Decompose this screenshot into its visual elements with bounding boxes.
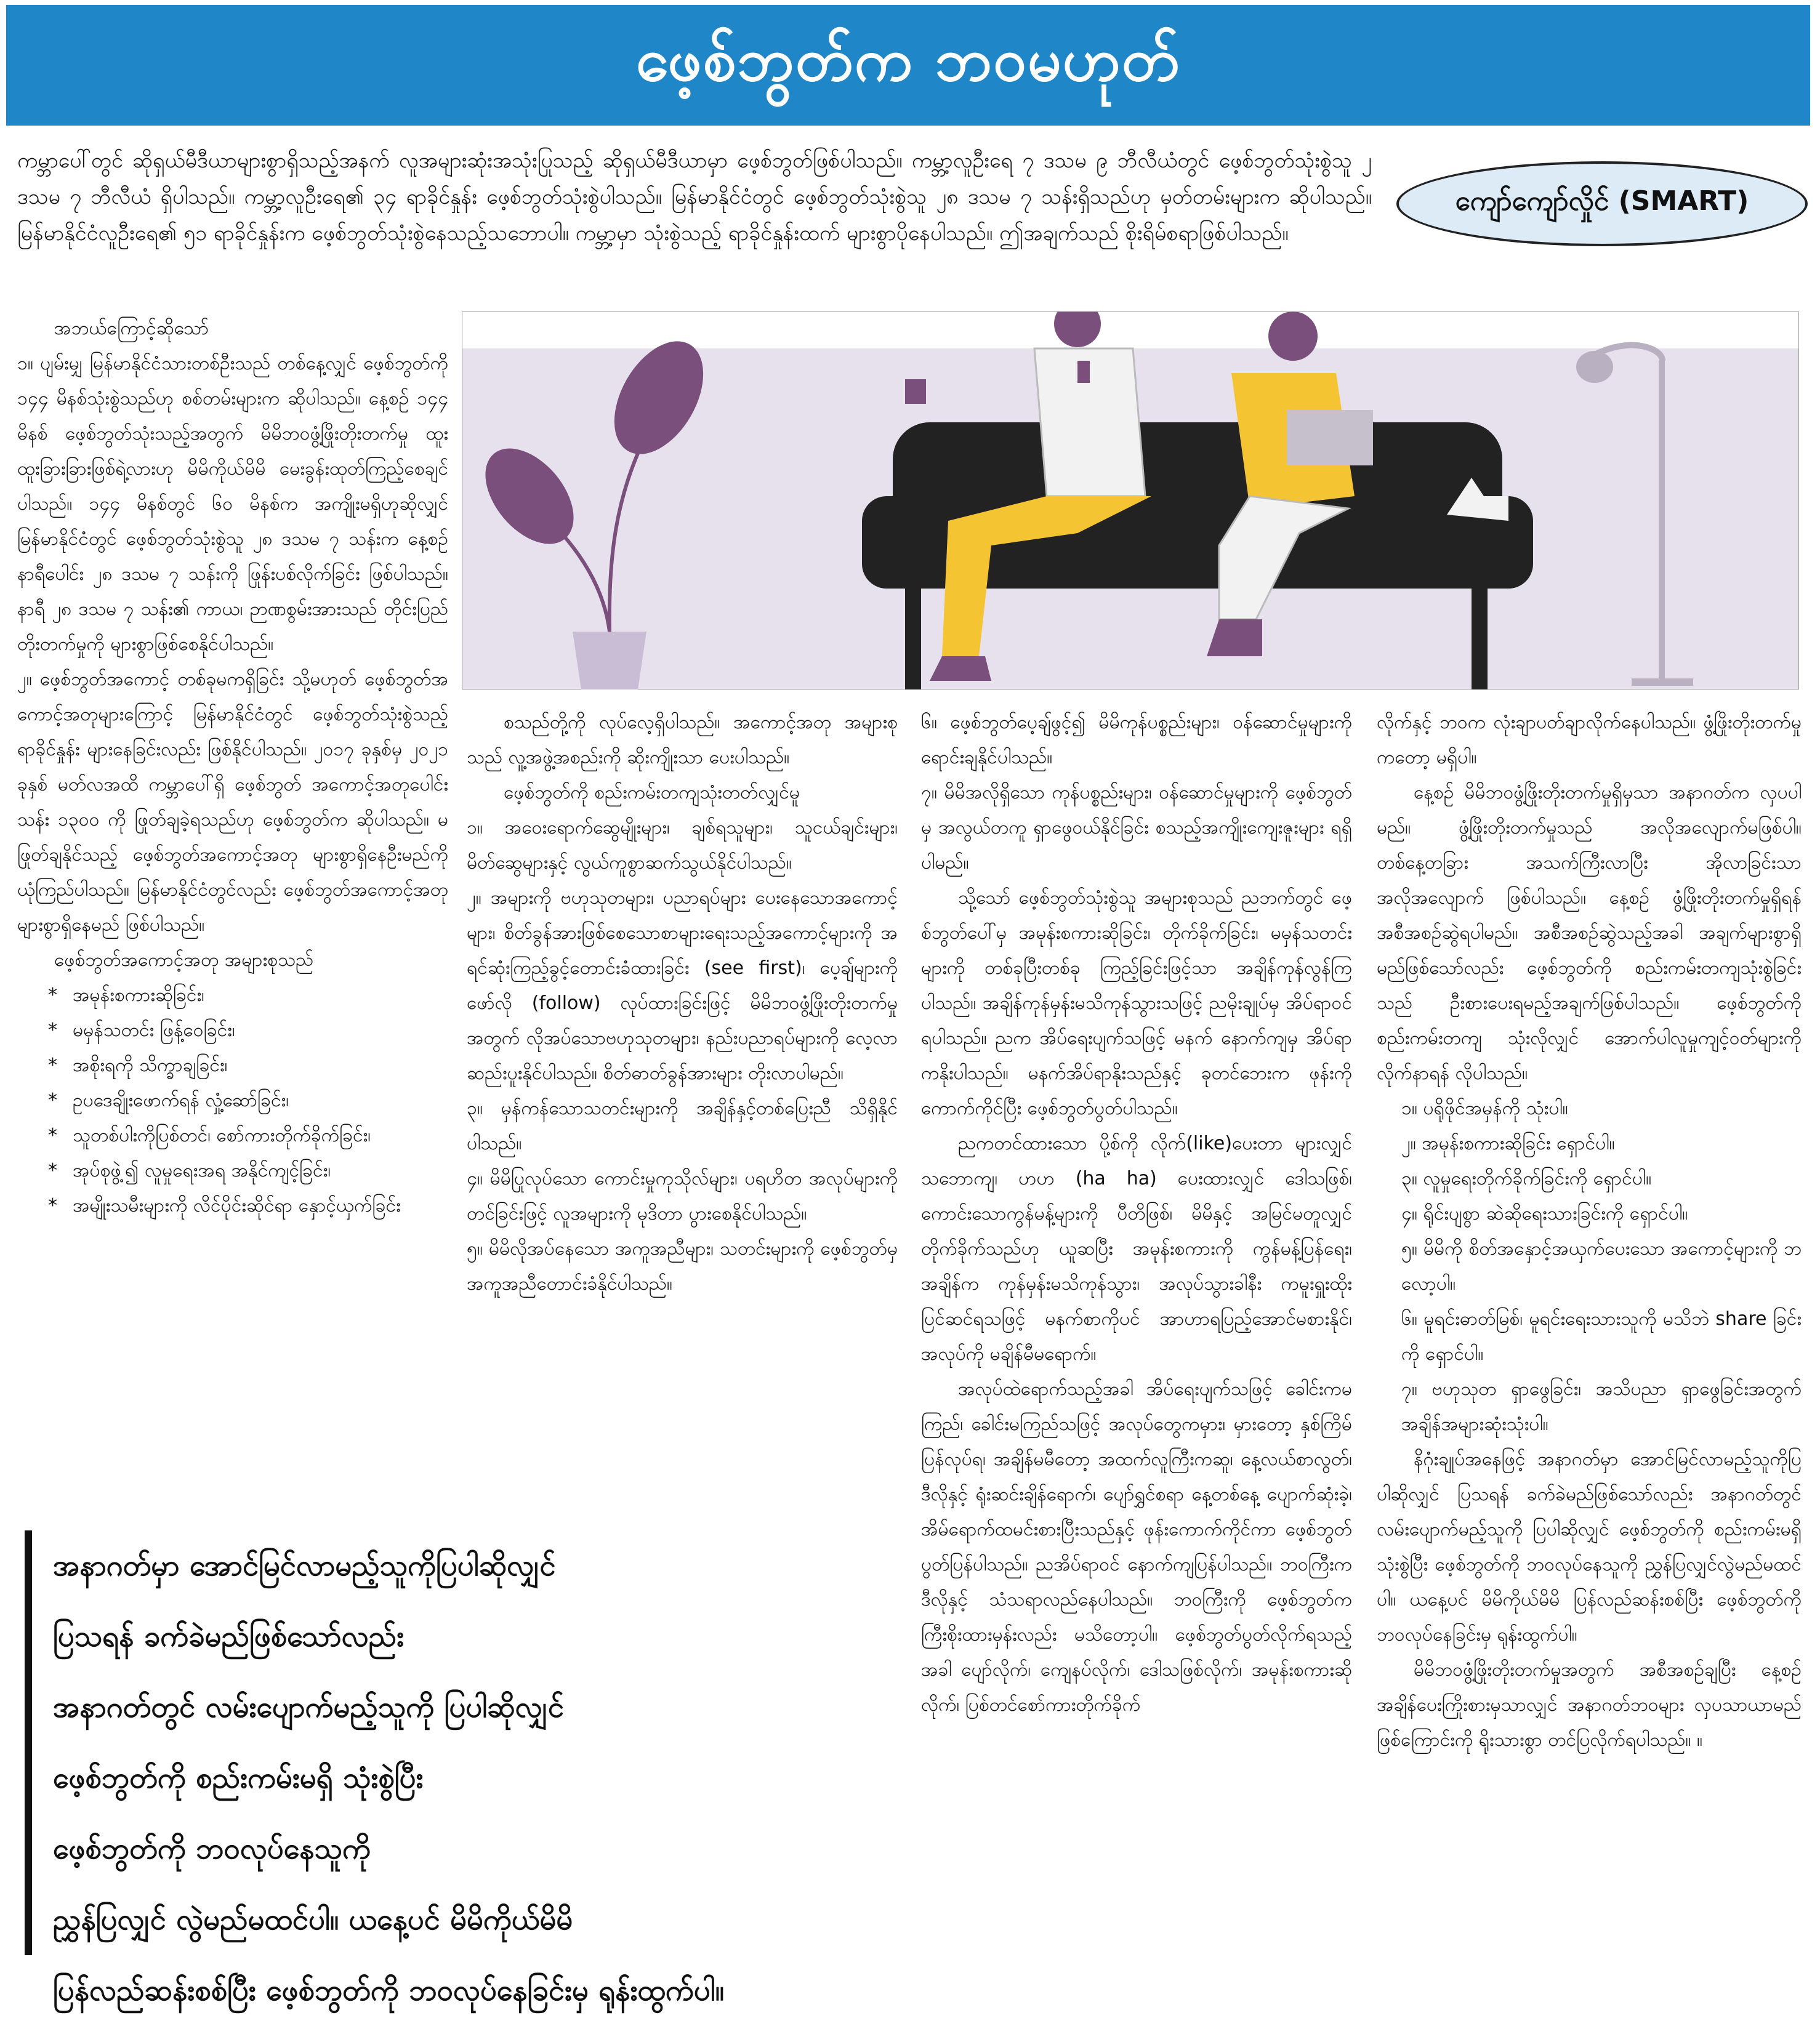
paragraph: နိဂုံးချုပ်အနေဖြင့် အနာဂတ်မှာ အောင်မြင်လာမည့်သူကိုပြပါဆိုလျှင် ပြသရန် ခက်ခဲမည်ဖြစ်သော်လည်း အနာဂတ်တွင် လမ်းပျောက်မည့်သူကို ပြပါဆိုလျှင် ဖေ့စ်ဘွတ်ကို စည်းကမ်းမရှိ သုံးစွဲပြီး ဖေ့စ်ဘွတ်ကို ဘဝလုပ်နေသူကို ညွှန်ပြလျှင်လွဲမည်မထင်ပါ။ ယနေ့ပင် မိမိကိုယ်မိမိ ပြန်လည်ဆန်းစစ်ပြီး ဖေ့စ်ဘွတ်ကို ဘဝလုပ်နေခြင်းမှ ရုန်းထွက်ပါ။ xyxy=(1377,1449,1802,1646)
column-4 xyxy=(1377,705,1802,1758)
list-item: * ဥပဒေချိုးဖောက်ရန် လှုံ့ဆော်ခြင်း၊ xyxy=(73,1083,448,1118)
paragraph: ၄။ မိမိပြုလုပ်သော ကောင်းမှုကုသိုလ်များ၊ ပရဟိတ အလုပ်များကို တင်ခြင်းဖြင့် လူအများကို မုဒိတာ ပွားစေနိုင်ပါသည်။ xyxy=(467,1168,898,1224)
pull-quote-line: အနာဂတ်တွင် လမ်းပျောက်မည့်သူကို ပြပါဆိုလျှင် xyxy=(53,1690,565,1724)
paragraph: နေ့စဉ် မိမိဘဝဖွံ့ဖြိုးတိုးတက်မှုရှိမှသာ အနာဂတ်က လှပပါမည်။ ဖွံ့ဖြိုးတိုးတက်မှုသည် အလိုအလျောက်မဖြစ်ပါ။ တစ်နေ့တခြား အသက်ကြီးလာပြီး အိုလာခြင်းသာ အလိုအလျောက် ဖြစ်ပါသည်။ နေ့စဉ် ဖွံ့ဖြိုးတိုးတက်မှုရှိရန် အစီအစဉ်ဆွဲရပါမည်။ အစီအစဉ်ဆွဲသည့်အခါ အချက်များစွာရှိမည်ဖြစ်သော်လည်း ဖေ့စ်ဘွတ်ကို စည်းကမ်းတကျသုံးစွဲခြင်းသည် ဦးစားပေးရမည့်အချက်ဖြစ်ပါသည်။ ဖေ့စ်ဘွတ်ကို စည်းကမ်းတကျ သုံးလိုလျှင် အောက်ပါလူမှုကျင့်ဝတ်များကို လိုက်နာရန် လိုပါသည်။ xyxy=(1377,782,1802,1084)
paragraph: လိုက်နှင့် ဘဝက လုံးချာပတ်ချာလိုက်နေပါသည်။ ဖွံ့ဖြိုးတိုးတက်မှုကတော့ မရှိပါ။ xyxy=(1377,712,1802,768)
pull-quote-line: ပြန်လည်ဆန်းစစ်ပြီး ဖေ့စ်ဘွတ်ကို ဘဝလုပ်နေခြင်းမှ ရုန်းထွက်ပါ။ xyxy=(53,1974,725,2008)
pull-quote xyxy=(25,1530,887,2008)
rule-item: ၃။ လူမှုရေးတိုက်ခိုက်ခြင်းကို ရှောင်ပါ။ xyxy=(1401,1168,1652,1189)
pull-quote-line: ပြသရန် ခက်ခဲမည်ဖြစ်သော်လည်း xyxy=(53,1620,405,1654)
list-item: * မမှန်သတင်း ဖြန့်ဝေခြင်း၊ xyxy=(73,1013,448,1048)
coffee-cup-icon xyxy=(905,379,926,404)
column-2 xyxy=(467,705,898,1301)
paragraph: အဘယ်ကြောင့်ဆိုသော် xyxy=(54,318,209,339)
paragraph: စသည်တို့ကို လုပ်လေ့ရှိပါသည်။ အကောင့်အတု အများစုသည် လူ့အဖွဲ့အစည်းကို ဆိုးကျိုးသာ ပေးပါသည်။ xyxy=(467,712,898,768)
article-title-banner xyxy=(6,5,1810,126)
pull-quote-line: အနာဂတ်မှာ အောင်မြင်လာမည့်သူကိုပြပါဆိုလျှင် xyxy=(53,1549,556,1583)
paragraph: ၃။ မှန်ကန်သောသတင်းများကို အချိန်နှင့်တစ်ပြေးညီ သိရှိနိုင်ပါသည်။ xyxy=(467,1098,898,1154)
pull-quote-line: ဖေ့စ်ဘွတ်ကို စည်းကမ်းမရှိ သုံးစွဲပြီး xyxy=(53,1761,424,1795)
paragraph: ၁။ ပျမ်းမျှ မြန်မာနိုင်ငံသားတစ်ဦးသည် တစ်နေ့လျှင် ဖေ့စ်ဘွတ်ကို ၁၄၄ မိနစ်သုံးစွဲသည်ဟု စစ်တမ်းများက ဆိုပါသည်။ နေ့စဉ် ၁၄၄ မိနစ် ဖေ့စ်ဘွတ်သုံးသည့်အတွက် မိမိဘဝဖွံ့ဖြိုးတိုးတက်မှု ထူးထူးခြားခြားဖြစ်ရဲ့လားဟု မိမိကိုယ်မိမိ မေးခွန်းထုတ်ကြည့်စေချင်ပါသည်။ ၁၄၄ မိနစ်တွင် ၆၀ မိနစ်က အကျိုးမရှိဟုဆိုလျှင် မြန်မာနိုင်ငံတွင် ဖေ့စ်ဘွတ်သုံးစွဲသူ ၂၈ ဒသမ ၇ သန်းက နေ့စဉ် နာရီပေါင်း ၂၈ ဒသမ ၇ သန်းကို ဖြုန်းပစ်လိုက်ခြင်း ဖြစ်ပါသည်။ နာရီ ၂၈ ဒသမ ၇ သန်း၏ ကာယ၊ ဉာဏစွမ်းအားသည် တိုင်းပြည်တိုးတက်မှုကို များစွာဖြစ်စေနိုင်ပါသည်။ xyxy=(17,353,448,655)
rule-item: ၇။ ဗဟုသုတ ရှာဖွေခြင်း၊ အသိပညာ ရှာဖွေခြင်းအတွက် အချိန်အများဆုံးသုံးပါ။ xyxy=(1401,1378,1802,1435)
pull-quote-line: ဖေ့စ်ဘွတ်ကို ဘဝလုပ်နေသူကို xyxy=(53,1832,371,1866)
list-item: * အမုန်းစကားဆိုခြင်း၊ xyxy=(73,978,448,1013)
paragraph: ညကတင်ထားသော ပို့စ်ကို လိုက်(like)ပေးတာ များလျှင် သဘောကျ၊ ဟဟ (ha ha) ပေးထားလျှင် ဒေါသဖြစ်၊ ကောင်းသောကွန်မန့်များကို ပီတိဖြစ်၊ မိမိနှင့် အမြင်မတူလျှင် တိုက်ခိုက်သည်ဟု ယူဆပြီး အမုန်းစကားကို ကွန်မန့်ပြန်ရေး၊ အချိန်က ကုန်မှန်းမသိကုန်သွား၊ အလုပ်သွားခါနီး ကမူးရှူးထိုး ပြင်ဆင်ရသဖြင့် မနက်စာကိုပင် အာဟာရပြည့်အောင်မစားနိုင်၊ အလုပ်ကို မချိန်မီမရောက်။ xyxy=(921,1133,1352,1365)
pull-quote-line: ညွှန်ပြလျှင် လွဲမည်မထင်ပါ။ ယနေ့ပင် မိမိကိုယ်မိမိ xyxy=(53,1903,573,1937)
paragraph: ဖေ့စ်ဘွတ်အကောင့်အတု အများစုသည် xyxy=(54,949,314,971)
paragraph: ၇။ မိမိအလိုရှိသော ကုန်ပစ္စည်းများ၊ ဝန်ဆောင်မှုများကို ဖေ့စ်ဘွတ်မှ အလွယ်တကူ ရှာဖွေဝယ်နိုင်ခြင်း စသည့်အကျိုးကျေးဇူးများ ရရှိပါမည်။ xyxy=(921,782,1352,874)
author-name: ကျော်ကျော်လှိုင် (SMART) xyxy=(1455,185,1749,217)
paragraph: ၂။ ဖေ့စ်ဘွတ်အကောင့် တစ်ခုမကရှိခြင်း သို့မဟုတ် ဖေ့စ်ဘွတ်အကောင့်အတုများကြောင့် မြန်မာနိုင်ငံတွင် ဖေ့စ်ဘွတ်သုံးစွဲသည့် ရာခိုင်နှုန်း များနေခြင်းလည်း ဖြစ်နိုင်ပါသည်။ ၂၀၁၇ ခုနှစ်မှ ၂၀၂၁ ခုနှစ် မတ်လအထိ ကမ္ဘာပေါ်ရှိ ဖေ့စ်ဘွတ် အကောင့်အတုပေါင်း သန်း ၁၃၀၀ ကို ဖြုတ်ချခဲ့ရသည်ဟု ဖေ့စ်ဘွတ်က ဆိုပါသည်။ မဖြုတ်ချနိုင်သည့် ဖေ့စ်ဘွတ်အကောင့်အတု များစွာရှိနေဦးမည်ကို ယုံကြည်ပါသည်။ မြန်မာနိုင်ငံတွင်လည်း ဖေ့စ်ဘွတ်အကောင့်အတုများစွာရှိနေမည် ဖြစ်ပါသည်။ xyxy=(17,669,448,936)
rule-item: ၂။ အမုန်းစကားဆိုခြင်း ရှောင်ပါ။ xyxy=(1401,1133,1615,1154)
paragraph: ဖေ့စ်ဘွတ်ကို စည်းကမ်းတကျသုံးတတ်လျှင်မူ xyxy=(504,782,800,803)
list-item: * သူတစ်ပါးကိုပြစ်တင်၊ စော်ကားတိုက်ခိုက်ခြင်း၊ xyxy=(73,1118,448,1153)
fake-account-list xyxy=(17,978,448,1223)
author-byline xyxy=(1396,161,1808,246)
column-3 xyxy=(921,705,1352,1723)
intro-paragraph: ကမ္ဘာပေါ်တွင် ဆိုရှယ်မီဒီယာများစွာရှိသည့်အနက် လူအများဆုံးအသုံးပြုသည့် ဆိုရှယ်မီဒီယာမှာ ဖေ့စ်ဘွတ်ဖြစ်ပါသည်။ ကမ္ဘာ့လူဦးရေ ၇ ဒသမ ၉ ဘီလီယံတွင် ဖေ့စ်ဘွတ်သုံးစွဲသူ ၂ ဒသမ ၇ ဘီလီယံ ရှိပါသည်။ ကမ္ဘာ့လူဦးရေ၏ ၃၄ ရာခိုင်နှုန်း ဖေ့စ်ဘွတ်သုံးစွဲပါသည်။ မြန်မာနိုင်ငံတွင် ဖေ့စ်ဘွတ်သုံးစွဲသူ ၂၈ ဒသမ ၇ သန်းရှိသည်ဟု မှတ်တမ်းများက ဆိုပါသည်။ မြန်မာနိုင်ငံလူဦးရေ၏ ၅၁ ရာခိုင်နှုန်းက ဖေ့စ်ဘွတ်သုံးစွဲနေသည့်သဘောပါ။ ကမ္ဘာ့မှာ သုံးစွဲသည့် ရာခိုင်နှုန်းထက် များစွာပိုနေပါသည်။ ဤအချက်သည် စိုးရိမ်စရာဖြစ်ပါသည်။ xyxy=(17,148,1372,246)
laptop-icon xyxy=(1287,410,1373,465)
paragraph: ၅။ မိမိလိုအပ်နေသော အကူအညီများ၊ သတင်းများကို ဖေ့စ်ဘွတ်မှ အကူအညီတောင်းခံနိုင်ပါသည်။ xyxy=(467,1238,898,1295)
rule-item: ၄။ ရိုင်းပျစွာ ဆဲဆိုရေးသားခြင်းကို ရှောင်ပါ။ xyxy=(1401,1203,1688,1224)
rule-item: ၆။ မူရင်းဓာတ်မြစ်၊ မူရင်းရေးသားသူကို မသိဘဲ share ခြင်းကို ရှောင်ပါ။ xyxy=(1401,1308,1802,1365)
rule-item: ၅။ မိမိကို စိတ်အနှောင့်အယှက်ပေးသော အကောင့်များကို ဘလော့ပါ။ xyxy=(1401,1238,1802,1295)
rule-item: ၁။ ပရိုဖိုင်အမှန်ကို သုံးပါ။ xyxy=(1401,1098,1568,1119)
paragraph: ၁။ အဝေးရောက်ဆွေမျိုးများ၊ ချစ်ရသူများ၊ သူငယ်ချင်းများ၊ မိတ်ဆွေများနှင့် လွယ်ကူစွာဆက်သွယ်နိုင်ပါသည်။ xyxy=(467,817,898,874)
paragraph: ၂။ အများကို ဗဟုသုတများ၊ ပညာရပ်များ ပေးနေသောအကောင့်များ၊ စိတ်ခွန်အားဖြစ်စေသောစာများရေးသည့်အကောင့်များကို အရင်ဆုံးကြည့်ခွင့်တောင်းခံထားခြင်း (see first)၊ ပေ့ချ်များကို ဖော်လို (follow) လုပ်ထားခြင်းဖြင့် မိမိဘဝဖွံ့ဖြိုးတိုးတက်မှုအတွက် လိုအပ်သောဗဟုသုတများ၊ နည်းပညာရပ်များကို လေ့လာဆည်းပူးနိုင်ပါသည်။ စိတ်ဓာတ်ခွန်အားများ တိုးလာပါမည်။ xyxy=(467,887,898,1084)
rules-list xyxy=(1377,1091,1802,1442)
paragraph: ၆။ ဖေ့စ်ဘွတ်ပေ့ချ်ဖွင့်၍ မိမိကုန်ပစ္စည်းများ၊ ဝန်ဆောင်မှုများကို ရောင်းချနိုင်ပါသည်။ xyxy=(921,712,1352,768)
column-1 xyxy=(17,311,448,1223)
list-item: * အုပ်စုဖွဲ့၍ လူမှုရေးအရ အနိုင်ကျင့်ခြင်း၊ xyxy=(73,1153,448,1188)
paragraph: သို့သော် ဖေ့စ်ဘွတ်သုံးစွဲသူ အများစုသည် ညဘက်တွင် ဖေ့စ်ဘွတ်ပေါ်မှ အမုန်းစကားဆိုခြင်း၊ တိုက်ခိုက်ခြင်း၊ မမှန်သတင်းများကို တစ်ခုပြီးတစ်ခု ကြည့်ခြင်းဖြင့်သာ အချိန်ကုန်လွန်ကြပါသည်။ အချိန်ကုန်မှန်းမသိကုန်သွားသဖြင့် ညမိုးချုပ်မှ အိပ်ရာဝင်ရပါသည်။ ညက အိပ်ရေးပျက်သဖြင့် မနက် နောက်ကျမှ အိပ်ရာကနိုးပါသည်။ မနက်အိပ်ရာနိုးသည်နှင့် ခုတင်ဘေးက ဖုန်းကို ကောက်ကိုင်ပြီး ဖေ့စ်ဘွတ်ပွတ်ပါသည်။ xyxy=(921,887,1352,1119)
list-item: * အမျိုးသမီးများကို လိင်ပိုင်းဆိုင်ရာ နှောင့်ယှက်ခြင်း xyxy=(73,1188,448,1223)
phone-icon xyxy=(1077,361,1090,383)
article-title: ဖေ့စ်ဘွတ်က ဘဝမဟုတ် xyxy=(635,25,1181,94)
illustration xyxy=(462,312,1799,689)
paragraph: မိမိဘဝဖွံ့ဖြိုးတိုးတက်မှုအတွက် အစီအစဉ်ချပြီး နေ့စဉ်အချိန်ပေးကြိုးစားမှသာလျှင် အနာဂတ်ဘဝများ လှပသာယာမည်ဖြစ်ကြောင်းကို ရိုးသားစွာ တင်ပြလိုက်ရပါသည်။ ။ xyxy=(1377,1659,1802,1751)
list-item: * အစိုးရကို သိက္ခာချခြင်း၊ xyxy=(73,1048,448,1083)
paragraph: အလုပ်ထဲရောက်သည့်အခါ အိပ်ရေးပျက်သဖြင့် ခေါင်းကမကြည်၊ ခေါင်းမကြည်သဖြင့် အလုပ်တွေကမှား၊ မှားတော့ နှစ်ကြိမ်ပြန်လုပ်ရ၊ အချိန်မမီတော့ အထက်လူကြီးကဆူ၊ နေ့လယ်စာလွတ်၊ ဒီလိုနှင့် ရုံးဆင်းချိန်ရောက်၊ ပျော်ရွှင်စရာ နေ့တစ်နေ့ ပျောက်ဆုံးခဲ့၊ အိမ်ရောက်ထမင်းစားပြီးသည်နှင့် ဖုန်းကောက်ကိုင်ကာ ဖေ့စ်ဘွတ်ပွတ်ပြန်ပါသည်။ ညအိပ်ရာဝင် နောက်ကျပြန်ပါသည်။ ဘဝကြီးက ဒီလိုနှင့် သံသရာလည်နေပါသည်။ ဘဝကြီးကို ဖေ့စ်ဘွတ်က ကြီးစိုးထားမှန်းလည်း မသိတော့ပါ။ ဖေ့စ်ဘွတ်ပွတ်လိုက်ရသည့်အခါ ပျော်လိုက်၊ ကျေနပ်လိုက်၊ ဒေါသဖြစ်လိုက်၊ အမုန်းစကားဆိုလိုက်၊ ပြစ်တင်စော်ကားတိုက်ခိုက် xyxy=(921,1378,1352,1716)
